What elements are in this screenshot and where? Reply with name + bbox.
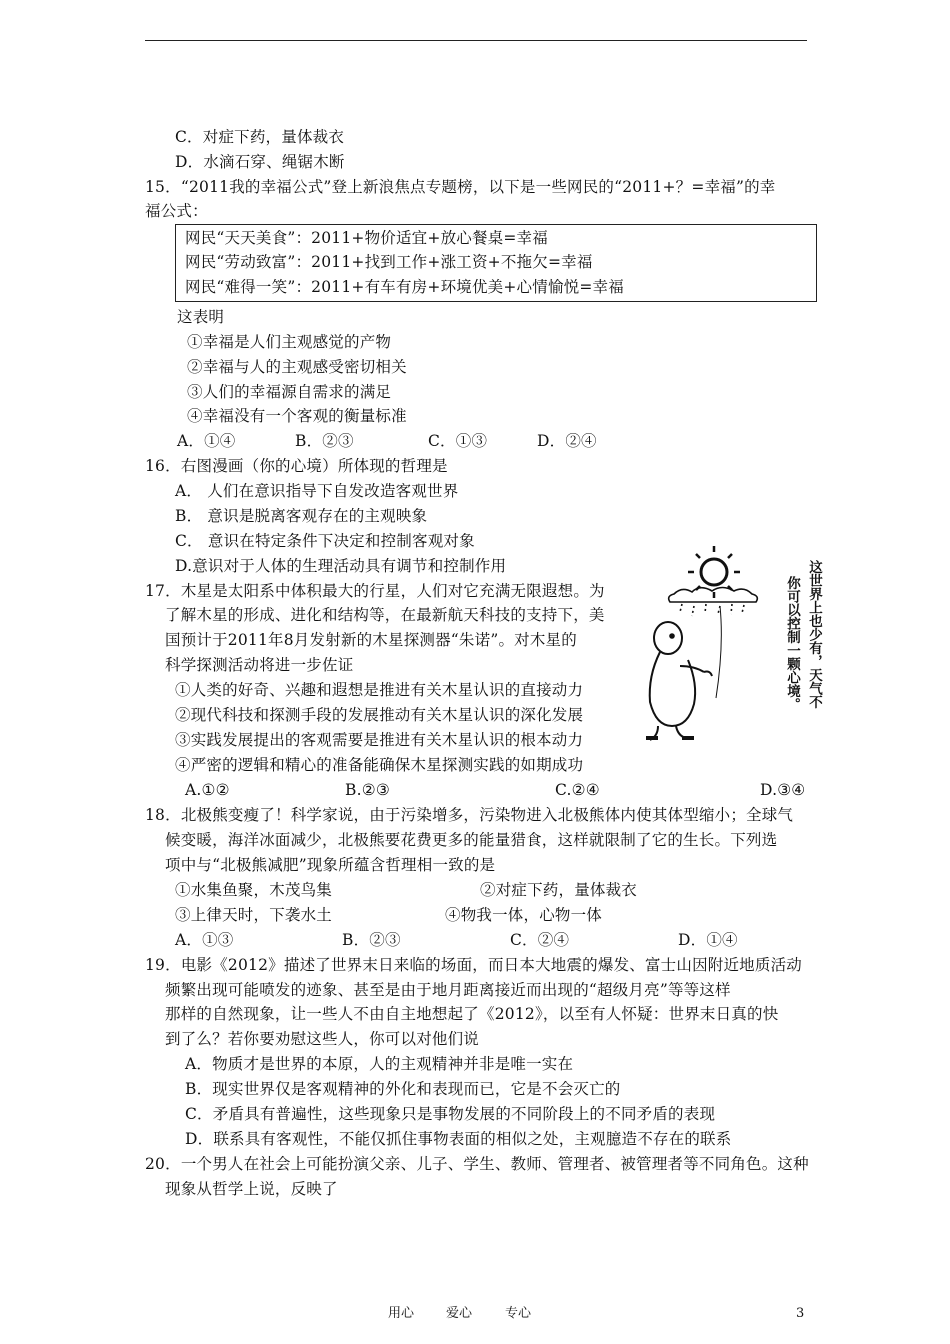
q17-stem-cont: 了解木星的形成、进化和结构等，在最新航天科技的支持下，美 — [165, 606, 605, 624]
page-number: 3 — [796, 1306, 805, 1321]
q19-stem: 19．电影《2012》描述了世界末日来临的场面，而日本大地震的爆发、富士山因附近地质活动 — [145, 956, 802, 974]
q18-choice-b: B．②③ — [342, 931, 401, 949]
q18-statement: ①水集鱼聚，木茂鸟集 — [175, 881, 333, 899]
q15-choice-d: D．②④ — [537, 432, 597, 450]
q16-option-c: C． 意识在特定条件下决定和控制客观对象 — [175, 532, 475, 550]
q16-option-b: B． 意识是脱离客观存在的主观映象 — [175, 507, 428, 525]
q18-statement: ④物我一体，心物一体 — [445, 906, 603, 924]
q20-stem-cont: 现象从哲学上说，反映了 — [165, 1180, 338, 1198]
q18-choice-c: C．②④ — [510, 931, 570, 949]
q19-option-b: B．现实世界仅是客观精神的外化和表现而已，它是不会灭亡的 — [185, 1080, 621, 1098]
q18-statement: ③上律天时，下袭水土 — [175, 906, 333, 924]
q18-choice-a: A．①③ — [175, 931, 234, 949]
q19-option-a: A．物质才是世界的本原，人的主观精神并非是唯一实在 — [185, 1055, 574, 1073]
q17-choice-b: B.②③ — [345, 781, 390, 799]
cartoon-caption — [784, 559, 824, 711]
q15-box-line: 网民“劳动致富”：2011+找到工作+涨工资+不拖欠=幸福 — [185, 253, 593, 271]
q19-stem-cont: 频繁出现可能喷发的迹象、甚至是由于地月距离接近而出现的“超级月亮”等等这样 — [165, 981, 731, 999]
q19-stem-cont: 到了么？若你要劝慰这些人，你可以对他们说 — [165, 1030, 480, 1048]
umbrella-string — [716, 606, 721, 698]
q17-statement: ④严密的逻辑和精心的准备能确保木星探测实践的如期成功 — [175, 756, 584, 774]
footer-text: 专心 — [505, 1306, 532, 1321]
q15-statement: ①幸福是人们主观感觉的产物 — [187, 333, 392, 351]
q16-option-d: D.意识对于人体的生理活动具有调节和控制作用 — [175, 557, 507, 575]
q15-stem: 15．“2011我的幸福公式”登上新浪焦点专题榜，以下是一些网民的“2011+？=幸福”的幸 — [145, 178, 776, 196]
q17-choice-d: D.③④ — [760, 781, 806, 799]
q17-stem-cont: 国预计于2011年8月发射新的木星探测器“朱诺”。对木星的 — [165, 631, 577, 649]
cloud-icon — [669, 588, 758, 617]
footer-text: 爱心 — [446, 1306, 473, 1321]
q18-statement: ②对症下药，量体裁衣 — [480, 881, 638, 899]
q16-stem: 16．右图漫画（你的心境）所体现的哲理是 — [145, 457, 448, 475]
q19-option-c: C．矛盾具有普遍性，这些现象只是事物发展的不同阶段上的不同矛盾的表现 — [185, 1105, 716, 1123]
cartoon-caption-col1: 这世界上也少有，天气不 — [806, 560, 822, 709]
q15-stem-cont: 福公式： — [145, 202, 208, 220]
q19-option-d: D．联系具有客观性，不能仅抓住事物表面的相似之处，主观臆造不存在的联系 — [185, 1130, 732, 1148]
q15-choice-a: A．①④ — [177, 432, 236, 450]
q18-stem: 18．北极熊变瘦了！科学家说，由于污染增多，污染物进入北极熊体内使其体型缩小；全球气 — [145, 806, 794, 824]
q16-option-a: A． 人们在意识指导下自发改造客观世界 — [175, 482, 459, 500]
footer-text: 用心 — [388, 1306, 415, 1321]
q15-lead: 这表明 — [177, 308, 225, 326]
header-rule — [145, 40, 807, 41]
q17-stem: 17．木星是太阳系中体积最大的行星，人们对它充满无限遐想。为 — [145, 582, 605, 600]
q15-box-line: 网民“难得一笑”：2011+有车有房+环境优美+心情愉悦=幸福 — [185, 278, 624, 296]
person-icon — [646, 622, 712, 740]
q14-option-c: C．对症下药，量体裁衣 — [175, 128, 345, 146]
q15-choice-c: C．①③ — [428, 432, 488, 450]
q15-box-line: 网民“天天美食”：2011+物价适宜+放心餐桌=幸福 — [185, 229, 548, 247]
q18-choice-d: D．①④ — [678, 931, 738, 949]
q17-statement: ③实践发展提出的客观需要是推进有关木星认识的根本动力 — [175, 731, 584, 749]
q18-stem-cont: 项中与“北极熊减肥”现象所蕴含哲理相一致的是 — [165, 856, 496, 874]
q15-statement: ②幸福与人的主观感受密切相关 — [187, 358, 407, 376]
q15-choice-b: B．②③ — [295, 432, 354, 450]
q17-statement: ①人类的好奇、兴趣和遐想是推进有关木星认识的直接动力 — [175, 681, 584, 699]
q14-option-d: D．水滴石穿、绳锯木断 — [175, 153, 345, 171]
cartoon-illustration — [632, 542, 842, 752]
q20-stem: 20．一个男人在社会上可能扮演父亲、儿子、学生、教师、管理者、被管理者等不同角色。这种 — [145, 1155, 809, 1173]
q17-choice-a: A.①② — [185, 781, 230, 799]
q15-statement: ④幸福没有一个客观的衡量标准 — [187, 407, 407, 425]
q17-choice-c: C.②④ — [555, 781, 600, 799]
q15-statement: ③人们的幸福源自需求的满足 — [187, 383, 392, 401]
q18-stem-cont: 候变暖，海洋冰面减少，北极熊要花费更多的能量猎食，这样就限制了它的生长。下列选 — [165, 831, 778, 849]
q17-statement: ②现代科技和探测手段的发展推动有关木星认识的深化发展 — [175, 706, 584, 724]
q19-stem-cont: 那样的自然现象，让一些人不由自主地想起了《2012》，以至有人怀疑：世界末日真的快 — [165, 1005, 779, 1023]
cartoon-caption-col2: 你可以控制一颗心境。 — [784, 576, 800, 711]
q17-stem-cont: 科学探测活动将进一步佐证 — [165, 656, 354, 674]
